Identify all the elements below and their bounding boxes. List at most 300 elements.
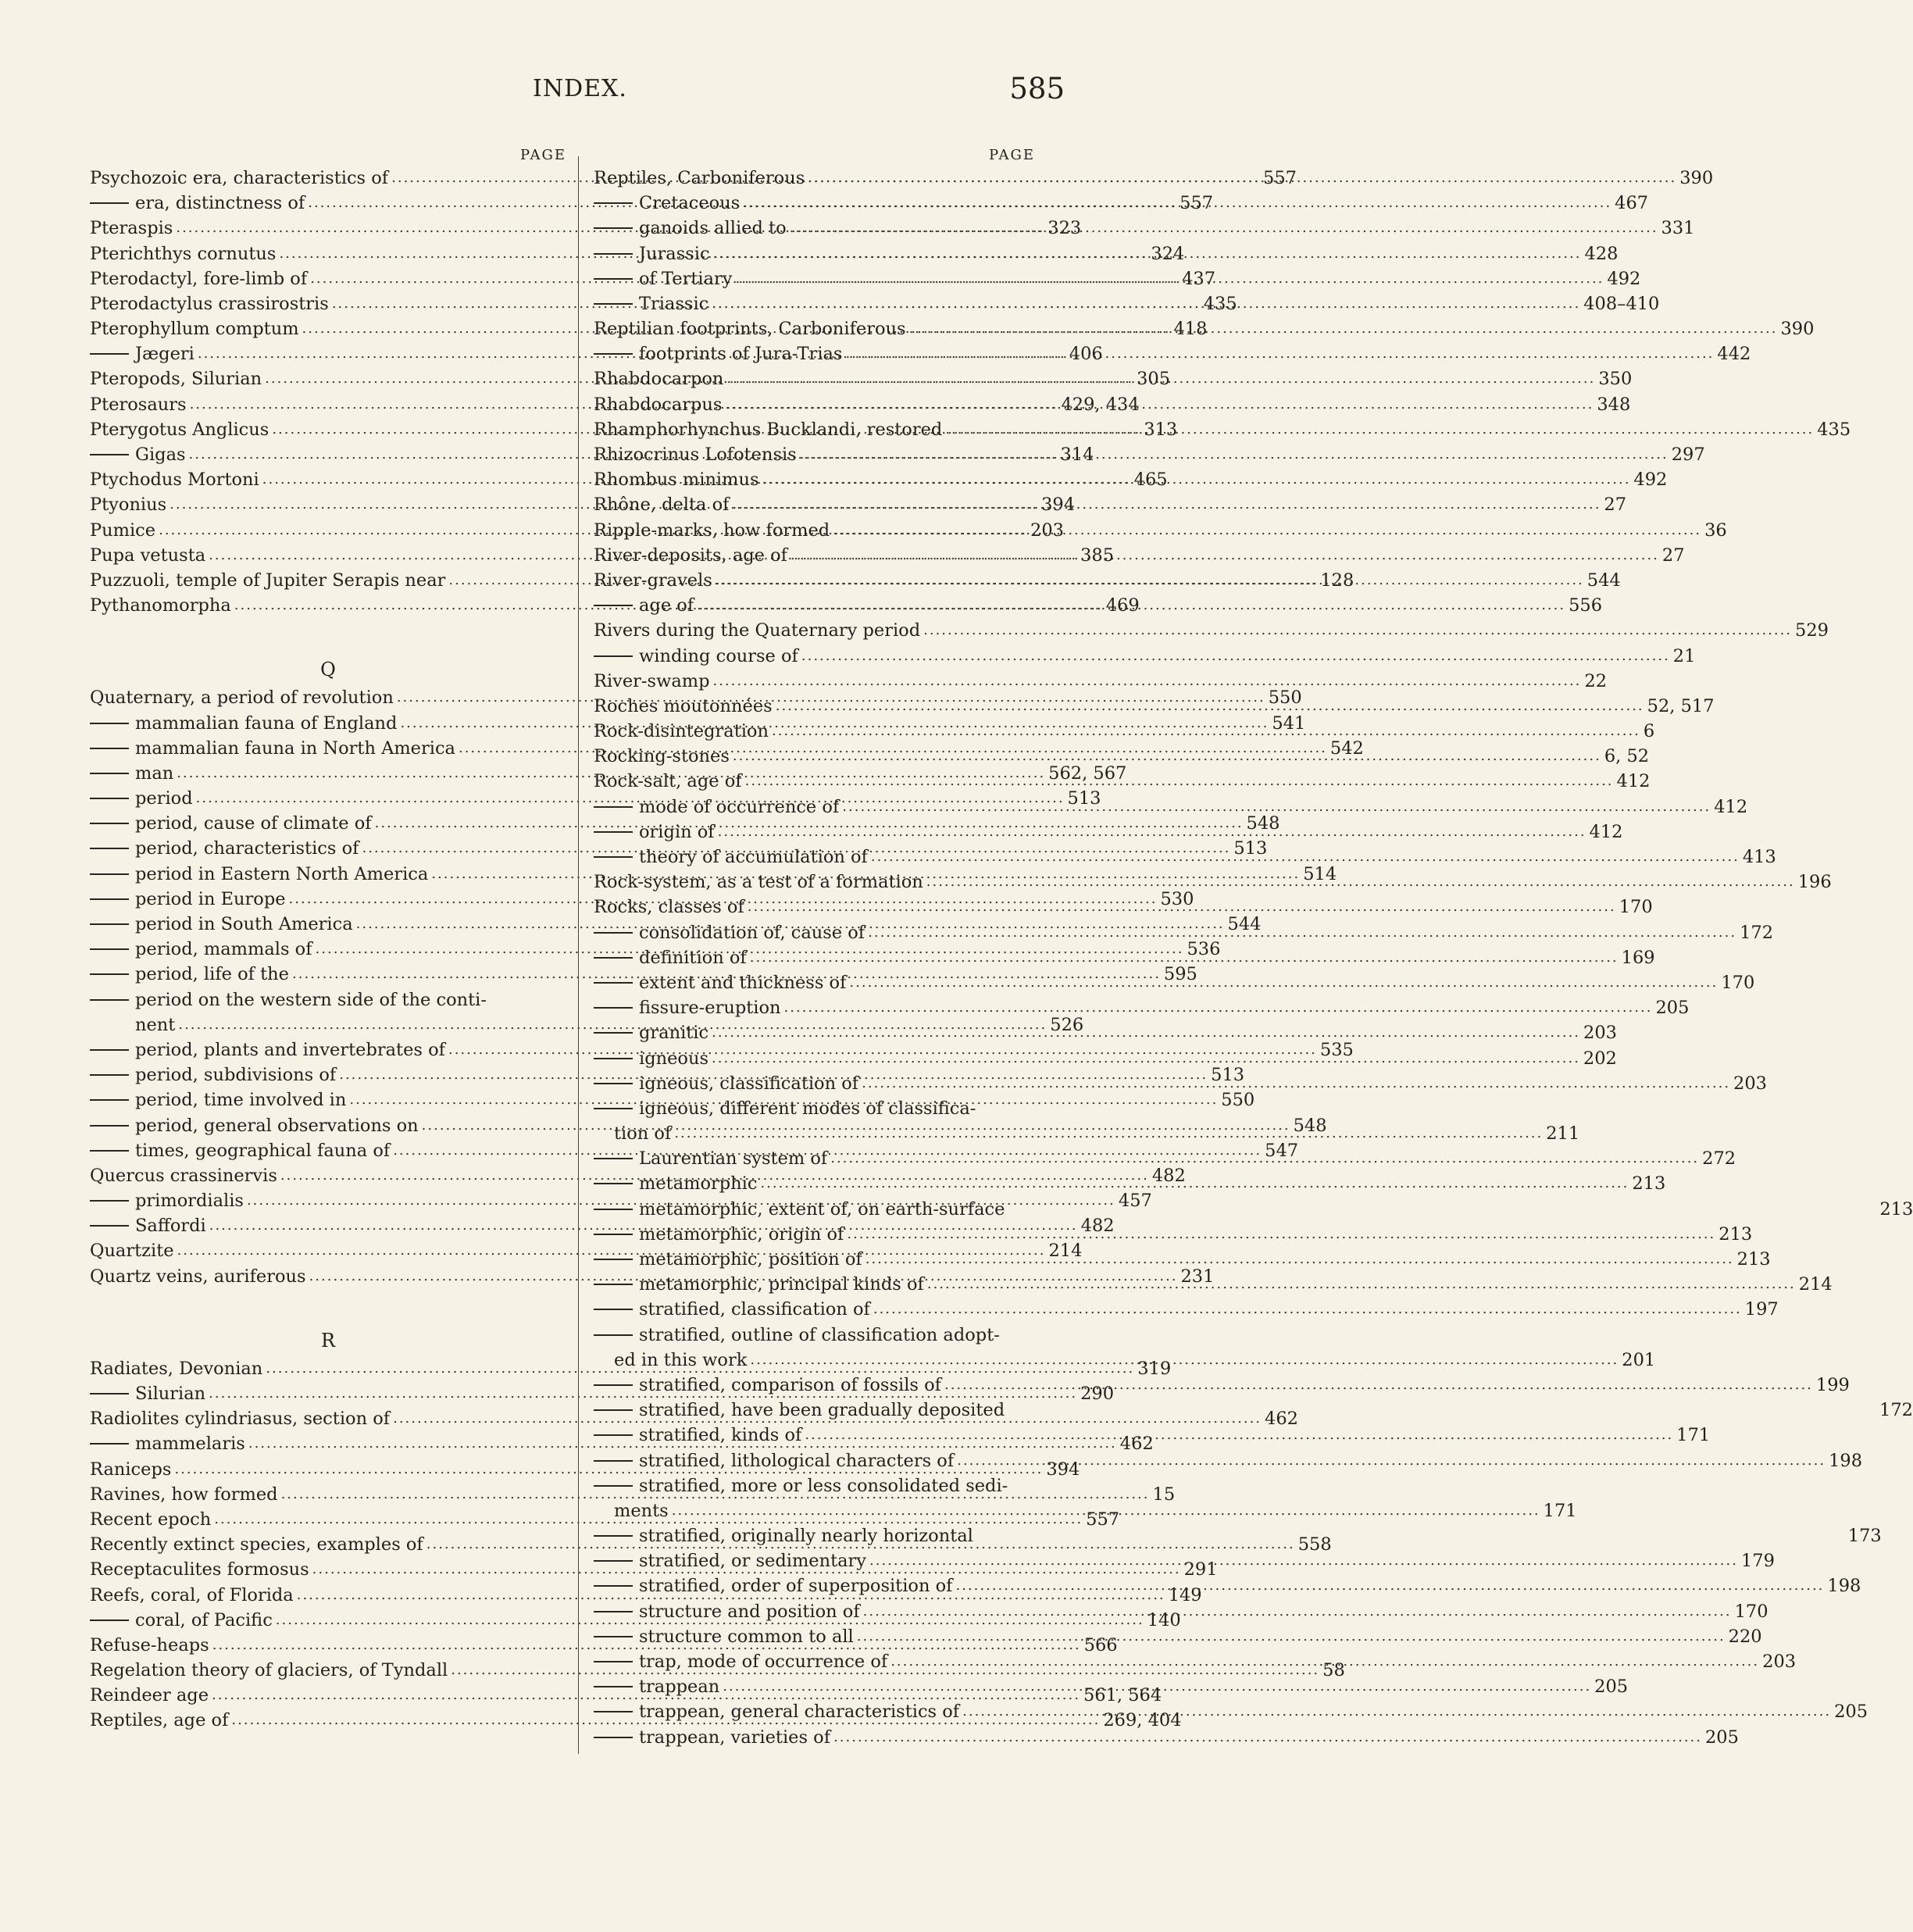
entry-term: stratified, lithological characters of xyxy=(594,1448,954,1473)
ditto-dash xyxy=(594,202,633,204)
entry-term: Pteraspis xyxy=(90,218,173,239)
leader-dots xyxy=(959,1699,1834,1724)
leader-dots xyxy=(844,1222,1718,1247)
leader-dots xyxy=(906,316,1781,341)
ditto-dash xyxy=(594,1234,633,1235)
ditto-dash xyxy=(594,1535,633,1537)
entry-term: Rhône, delta of xyxy=(594,495,730,516)
entry-term: Ripple-marks, how formed xyxy=(594,520,830,541)
entry-pages: 530 xyxy=(1160,888,1194,909)
entry-pages: 348 xyxy=(1597,394,1631,415)
entry-pages: 22 xyxy=(1584,670,1608,691)
entry-pages: 536 xyxy=(1187,939,1221,960)
leader-dots xyxy=(839,795,1714,820)
ditto-dash xyxy=(90,1200,129,1202)
leader-dots xyxy=(744,895,1619,920)
entry-pages: 492 xyxy=(1607,268,1641,289)
leader-dots xyxy=(952,1573,1827,1598)
entry-pages: 173 xyxy=(1847,1526,1882,1547)
ditto-dash xyxy=(90,898,129,900)
leader-dots xyxy=(942,417,1817,442)
entry-term: stratified, kinds of xyxy=(594,1423,801,1448)
ditto-dash xyxy=(90,353,129,355)
leader-dots xyxy=(920,618,1795,643)
entry-pages: 15 xyxy=(1152,1484,1176,1505)
index-entry-continued-end: tion of ..... 211 xyxy=(594,1121,1035,1146)
entry-pages: 442 xyxy=(1717,344,1751,365)
ditto-dash xyxy=(90,923,129,925)
ditto-dash xyxy=(594,1460,633,1462)
entry-term: Roches moutonnées xyxy=(594,695,773,716)
entry-pages: 6, 52 xyxy=(1604,746,1650,767)
entry-pages: 429, 434 xyxy=(1061,394,1140,415)
entry-term: Rhamphorhynchus Bucklandi, restored xyxy=(594,419,943,440)
ditto-dash xyxy=(594,1284,633,1285)
index-entry-continued: stratified, more or less consolidated sedi- xyxy=(594,1473,1035,1498)
entry-pages: 435 xyxy=(1203,293,1237,314)
index-subentry xyxy=(594,1020,1617,1045)
leader-dots xyxy=(923,870,1798,895)
entry-pages: 313 xyxy=(1144,419,1178,440)
entry-pages: 462 xyxy=(1265,1409,1298,1430)
leader-dots xyxy=(740,191,1615,216)
leader-dots xyxy=(830,518,1704,543)
entry-term: period xyxy=(90,786,193,811)
leader-dots xyxy=(805,166,1679,191)
entry-term: metamorphic, position of xyxy=(594,1247,862,1272)
entry-pages: 6 xyxy=(1643,721,1655,742)
entry-term: fissure-eruption xyxy=(594,995,781,1020)
leader-dots xyxy=(722,392,1597,417)
leader-dots xyxy=(708,291,1583,316)
leader-dots xyxy=(887,1649,1762,1674)
entry-term: Rocks, classes of xyxy=(594,897,744,918)
entry-term: Pterodactylus crassirostris xyxy=(90,293,329,314)
entry-pages: 413 xyxy=(1742,847,1776,868)
entry-term: period, general observations on xyxy=(90,1113,419,1138)
index-entry-continued: igneous, different modes of classifica- xyxy=(594,1096,1035,1121)
index-entry xyxy=(90,1356,1172,1381)
entry-pages: 412 xyxy=(1616,771,1651,792)
leader-dots xyxy=(757,1171,1632,1196)
entry-pages: 297 xyxy=(1671,445,1705,466)
ditto-dash xyxy=(90,1393,129,1395)
entry-term: Receptaculites formosus xyxy=(90,1559,309,1580)
ditto-dash xyxy=(90,798,129,799)
leader-dots xyxy=(781,995,1656,1020)
leader-dots xyxy=(715,820,1590,845)
entry-pages: 467 xyxy=(1615,193,1649,214)
entry-term: igneous, classification of xyxy=(594,1071,858,1096)
entry-term: Quartzite xyxy=(90,1241,174,1262)
index-subentry xyxy=(594,1725,1739,1750)
ditto-dash xyxy=(594,655,633,657)
leader-dots xyxy=(759,467,1634,492)
entry-term: Rhabdocarpon xyxy=(594,369,724,390)
page-number: 585 xyxy=(1009,72,1065,105)
entry-term: Pteropods, Silurian xyxy=(90,369,262,390)
entry-pages: 548 xyxy=(1293,1115,1327,1136)
leader-dots xyxy=(798,644,1673,669)
leader-dots xyxy=(747,945,1622,970)
entry-term: Puzzuoli, temple of Jupiter Serapis near xyxy=(90,570,446,591)
entry-term: Cretaceous xyxy=(594,191,740,216)
entry-term: Reptilian footprints, Carboniferous xyxy=(594,319,906,340)
entry-pages: 529 xyxy=(1795,620,1829,641)
ditto-dash xyxy=(594,806,633,808)
entry-pages: 269, 404 xyxy=(1103,1710,1182,1731)
entry-term: Rhombus minimus xyxy=(594,470,759,491)
leader-dots xyxy=(865,920,1740,945)
entry-pages: 213 xyxy=(1718,1223,1753,1245)
entry-term: Reptiles, Carboniferous xyxy=(594,167,805,188)
entry-pages: 547 xyxy=(1265,1140,1299,1161)
ditto-dash xyxy=(90,948,129,950)
entry-pages: 513 xyxy=(1067,788,1101,809)
entry-term: Rocking-stones xyxy=(594,746,730,767)
entry-term: River-swamp xyxy=(594,670,710,691)
entry-pages: 205 xyxy=(1704,1727,1739,1748)
entry-term: trap, mode of occurrence of xyxy=(594,1649,887,1674)
entry-pages: 214 xyxy=(1798,1274,1833,1295)
index-entry xyxy=(90,1507,1120,1532)
entry-term: Quercus crassinervis xyxy=(90,1165,277,1186)
entry-pages: 169 xyxy=(1621,947,1655,968)
entry-pages: 202 xyxy=(1583,1048,1617,1069)
leader-dots xyxy=(801,1423,1676,1448)
ditto-dash xyxy=(90,454,129,455)
entry-term: igneous xyxy=(594,1046,708,1071)
leader-dots xyxy=(719,1674,1594,1699)
entry-pages: 435 xyxy=(1817,419,1851,440)
entry-pages: 205 xyxy=(1834,1702,1868,1723)
entry-term: Rock-salt, age of xyxy=(594,771,742,792)
entry-pages: 213 xyxy=(1879,1198,1913,1220)
index-entry-continued: stratified, outline of classification adopt- xyxy=(594,1323,1035,1348)
leader-dots xyxy=(732,266,1607,291)
ditto-dash xyxy=(594,1058,633,1059)
entry-term: theory of accumulation of xyxy=(594,845,868,870)
leader-dots xyxy=(854,1624,1729,1649)
ditto-dash xyxy=(90,1150,129,1152)
ditto-dash xyxy=(90,1099,129,1101)
ditto-dash xyxy=(594,1409,633,1411)
entry-pages: 331 xyxy=(1661,218,1695,239)
ditto-dash xyxy=(90,1074,129,1076)
entry-term: period, characteristics of xyxy=(90,836,359,861)
leader-dots xyxy=(941,1373,1816,1398)
entry-term: stratified, have been gradually deposited xyxy=(594,1398,1005,1423)
entry-pages: 128 xyxy=(1320,570,1354,591)
entry-term: Pterodactyl, fore-limb of xyxy=(90,268,308,289)
entry-pages: 462 xyxy=(1119,1434,1154,1455)
entry-term: Radiolites cylindriasus, section of xyxy=(90,1409,391,1430)
entry-term: era, distinctness of xyxy=(90,191,305,216)
entry-pages: 385 xyxy=(1080,545,1115,566)
entry-pages: 557 xyxy=(1263,167,1297,188)
entry-term: stratified, classification of xyxy=(594,1297,870,1322)
entry-term: Silurian xyxy=(90,1381,205,1406)
ditto-dash xyxy=(90,823,129,824)
entry-term: mammalian fauna in North America xyxy=(90,736,455,761)
ditto-dash xyxy=(594,1083,633,1084)
entry-term: trappean xyxy=(594,1674,719,1699)
entry-pages: 291 xyxy=(1183,1559,1218,1580)
entry-term: trappean, varieties of xyxy=(594,1725,830,1750)
entry-term: Reindeer age xyxy=(90,1685,209,1706)
entry-pages: 58 xyxy=(1322,1660,1345,1681)
leader-dots xyxy=(797,442,1672,467)
ditto-dash xyxy=(594,1259,633,1260)
entry-term: Pterophyllum comptum xyxy=(90,319,299,340)
ditto-dash xyxy=(90,973,129,975)
entry-pages: 36 xyxy=(1704,520,1727,541)
leader-dots xyxy=(870,1297,1745,1322)
entry-pages: 566 xyxy=(1083,1634,1118,1655)
entry-term: metamorphic, principal kinds of xyxy=(594,1272,924,1297)
leader-dots xyxy=(730,744,1604,769)
ditto-dash xyxy=(594,1183,633,1184)
entry-pages: 213 xyxy=(1632,1173,1666,1195)
entry-pages: 544 xyxy=(1586,570,1621,591)
entry-term: Ptyonius xyxy=(90,495,167,516)
ditto-dash xyxy=(594,957,633,959)
entry-pages: 513 xyxy=(1233,838,1268,859)
entry-pages: 21 xyxy=(1672,645,1696,666)
entry-pages: 205 xyxy=(1594,1677,1629,1698)
entry-term: period, subdivisions of xyxy=(90,1062,336,1087)
ditto-dash xyxy=(594,1560,633,1562)
leader-dots xyxy=(866,1548,1741,1573)
entry-term: Saffordi xyxy=(90,1213,206,1238)
ditto-dash xyxy=(594,932,633,934)
entry-term: definition of xyxy=(594,945,747,970)
entry-pages: 465 xyxy=(1133,470,1168,491)
ditto-dash xyxy=(90,202,129,204)
entry-term: age of xyxy=(594,593,694,618)
leader-dots xyxy=(846,970,1721,995)
ditto-dash xyxy=(594,227,633,229)
entry-term: coral, of Pacific xyxy=(90,1608,273,1633)
entry-term: trappean, general characteristics of xyxy=(594,1699,959,1724)
entry-pages: 272 xyxy=(1702,1148,1736,1170)
leader-dots xyxy=(827,1146,1702,1171)
entry-pages: 550 xyxy=(1268,687,1302,709)
leader-dots xyxy=(709,669,1584,694)
entry-pages: 437 xyxy=(1182,268,1216,289)
leader-dots xyxy=(954,1448,1829,1473)
entry-pages: 562, 567 xyxy=(1048,762,1127,784)
leader-dots xyxy=(924,1272,1799,1297)
ditto-dash xyxy=(594,303,633,305)
entry-term: consolidation of, cause of xyxy=(594,920,865,945)
entry-pages: 390 xyxy=(1679,167,1714,188)
entry-pages: 220 xyxy=(1728,1626,1762,1647)
entry-term: metamorphic xyxy=(594,1171,757,1196)
entry-term: stratified, comparison of fossils of xyxy=(594,1373,941,1398)
entry-term: Rhabdocarpus xyxy=(594,394,723,415)
entry-term: stratified, order of superposition of xyxy=(594,1573,952,1598)
entry-term: mammelaris xyxy=(90,1431,245,1456)
entry-term: Reptiles, age of xyxy=(90,1710,229,1731)
entry-pages: 171 xyxy=(1676,1425,1711,1446)
ditto-dash xyxy=(594,1384,633,1386)
entry-term: Pterichthys cornutus xyxy=(90,243,277,264)
leader-dots xyxy=(868,845,1743,870)
entry-pages: 457 xyxy=(1118,1191,1152,1212)
entry-term: primordialis xyxy=(90,1188,244,1213)
entry-pages: 198 xyxy=(1829,1450,1863,1471)
entry-pages: 324 xyxy=(1151,243,1185,264)
ditto-dash xyxy=(90,748,129,749)
entry-term: period, mammals of xyxy=(90,937,312,962)
entry-pages: 314 xyxy=(1060,445,1094,466)
entry-pages: 412 xyxy=(1714,796,1748,817)
entry-pages: 390 xyxy=(1780,319,1815,340)
entry-pages: 170 xyxy=(1734,1601,1768,1622)
ditto-dash xyxy=(594,353,633,355)
entry-pages: 172 xyxy=(1879,1400,1913,1421)
entry-term: Gigas xyxy=(90,442,186,467)
entry-term: mode of occurrence of xyxy=(594,795,839,820)
entry-pages: 231 xyxy=(1180,1266,1215,1287)
entry-pages: 27 xyxy=(1661,545,1685,566)
ditto-dash xyxy=(594,1158,633,1159)
ditto-dash xyxy=(594,1032,633,1034)
entry-pages: 428 xyxy=(1584,243,1619,264)
entry-term: River-deposits, age of xyxy=(594,545,787,566)
entry-term: Psychozoic era, characteristics of xyxy=(90,167,389,188)
section-letter-q: Q xyxy=(320,659,336,681)
entry-term: metamorphic, extent of, on earth-surface xyxy=(594,1197,1005,1222)
entry-term: Refuse-heaps xyxy=(90,1634,209,1655)
ditto-dash xyxy=(90,848,129,849)
entry-term: metamorphic, origin of xyxy=(594,1222,844,1247)
entry-term: Pterosaurs xyxy=(90,394,187,415)
ditto-dash xyxy=(594,1661,633,1662)
entry-pages: 541 xyxy=(1272,712,1306,734)
entry-pages: 394 xyxy=(1041,495,1076,516)
entry-term: Jægeri xyxy=(90,341,195,366)
entry-term: Rivers during the Quaternary period xyxy=(594,620,921,641)
leader-dots xyxy=(730,492,1604,517)
entry-pages: 305 xyxy=(1137,369,1171,390)
entry-pages: 203 xyxy=(1583,1023,1617,1044)
entry-term: Quaternary, a period of revolution xyxy=(90,687,394,709)
index-subentry xyxy=(594,995,1690,1020)
entry-pages: 149 xyxy=(1168,1584,1202,1605)
page-column-label: PAGE xyxy=(989,147,1035,163)
entry-term: period, life of the xyxy=(90,962,289,987)
entry-pages: 197 xyxy=(1744,1299,1779,1320)
entry-term: Rhizocrinus Lofotensis xyxy=(594,445,797,466)
index-entry xyxy=(594,618,1829,643)
entry-pages: 557 xyxy=(1180,193,1214,214)
index-entry-continued: period on the western side of the conti- xyxy=(90,987,566,1012)
running-title: INDEX. xyxy=(533,75,627,102)
leader-dots xyxy=(712,568,1587,593)
entry-term: of Tertiary xyxy=(594,266,732,291)
entry-pages: 418 xyxy=(1173,319,1208,340)
entry-term: Jurassic xyxy=(594,241,710,266)
entry-term: period, plants and invertebrates of xyxy=(90,1037,445,1062)
entry-pages: 535 xyxy=(1319,1039,1354,1060)
entry-pages: 213 xyxy=(1736,1249,1771,1270)
ditto-dash xyxy=(90,873,129,875)
leader-dots xyxy=(769,719,1644,744)
entry-term: structure and position of xyxy=(594,1599,860,1624)
ditto-dash xyxy=(90,1049,129,1051)
leader-dots xyxy=(787,216,1661,241)
entry-pages: 172 xyxy=(1740,922,1774,943)
entry-pages: 170 xyxy=(1619,897,1653,918)
entry-pages: 550 xyxy=(1221,1090,1255,1111)
index-subentry xyxy=(594,1297,1779,1322)
entry-pages: 513 xyxy=(1211,1065,1245,1086)
ditto-dash xyxy=(594,605,633,606)
entry-pages: 544 xyxy=(1227,914,1262,935)
entry-term: Regelation theory of glaciers, of Tyndall xyxy=(90,1660,448,1681)
ditto-dash xyxy=(594,1585,633,1587)
entry-pages: 170 xyxy=(1721,972,1755,993)
entry-term: stratified, originally nearly horizontal xyxy=(594,1523,973,1548)
entry-pages: 140 xyxy=(1147,1609,1181,1630)
entry-term: Pythanomorpha xyxy=(90,595,231,616)
ditto-dash xyxy=(594,1686,633,1687)
entry-pages: 557 xyxy=(1086,1509,1120,1530)
entry-term: Rock-disintegration xyxy=(594,721,769,742)
ditto-dash xyxy=(594,1209,633,1210)
entry-pages: 406 xyxy=(1069,344,1103,365)
entry-pages: 203 xyxy=(1030,520,1064,541)
entry-pages: 514 xyxy=(1303,863,1337,884)
column-divider xyxy=(578,156,579,1754)
section-letter-r: R xyxy=(320,1329,336,1352)
ditto-dash xyxy=(90,773,129,774)
entry-pages: 482 xyxy=(1151,1165,1186,1186)
entry-pages: 205 xyxy=(1655,998,1690,1019)
entry-pages: 558 xyxy=(1297,1534,1332,1555)
index-entry-continued-end: ments ..... 171 xyxy=(594,1498,1035,1523)
entry-term: structure common to all xyxy=(594,1624,854,1649)
ditto-dash xyxy=(90,1443,129,1445)
entry-pages: 196 xyxy=(1797,872,1832,893)
entry-pages: 214 xyxy=(1048,1241,1083,1262)
entry-term: Recent epoch xyxy=(90,1509,212,1530)
entry-pages: 469 xyxy=(1105,595,1140,616)
entry-pages: 323 xyxy=(1048,218,1082,239)
entry-pages: 595 xyxy=(1163,964,1197,985)
ditto-dash xyxy=(594,253,633,255)
entry-term: Ravines, how formed xyxy=(90,1484,278,1505)
entry-term: Pumice xyxy=(90,520,156,541)
ditto-dash xyxy=(594,278,633,280)
entry-pages: 482 xyxy=(1080,1216,1115,1237)
entry-pages: 203 xyxy=(1733,1073,1767,1094)
entry-pages: 542 xyxy=(1329,737,1364,759)
entry-term: granitic xyxy=(594,1020,708,1045)
running-head xyxy=(0,72,1158,116)
entry-pages: 556 xyxy=(1569,595,1603,616)
leader-dots xyxy=(858,1071,1733,1096)
ditto-dash xyxy=(90,723,129,724)
entry-pages: 290 xyxy=(1080,1384,1115,1405)
ditto-dash xyxy=(594,1737,633,1738)
ditto-dash xyxy=(594,1309,633,1310)
leader-dots xyxy=(842,341,1717,366)
leader-dots xyxy=(860,1599,1735,1624)
leader-dots xyxy=(787,543,1662,568)
